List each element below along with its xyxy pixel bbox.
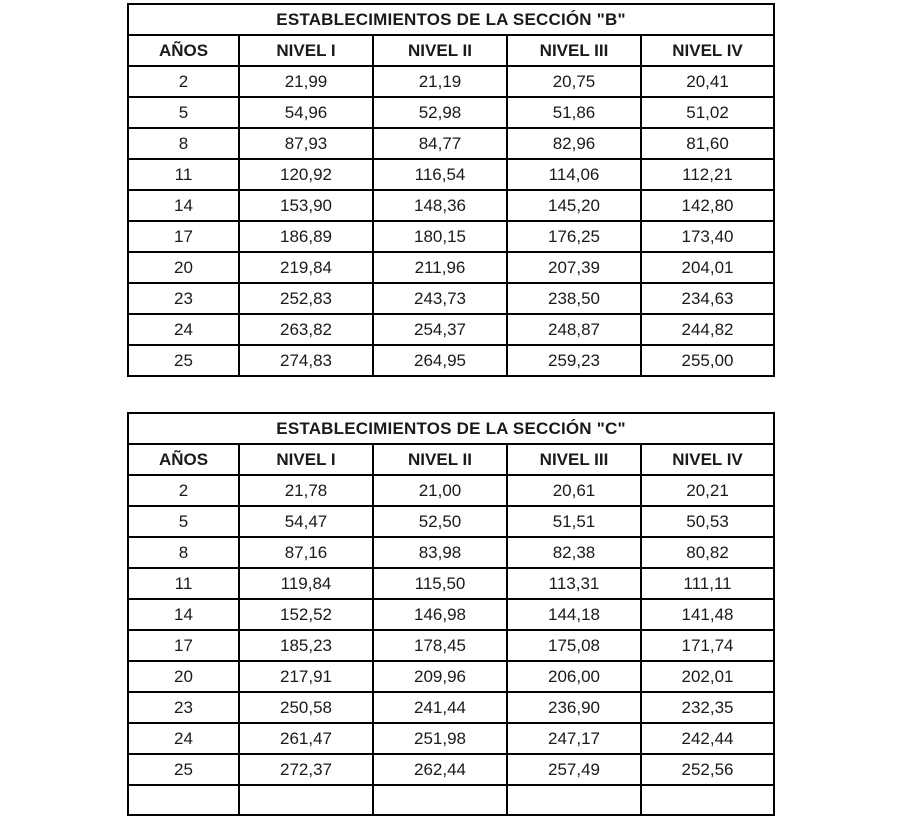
year-cell: 8	[128, 537, 239, 568]
value-cell: 204,01	[641, 252, 774, 283]
value-cell: 211,96	[373, 252, 507, 283]
value-cell: 255,00	[641, 345, 774, 376]
table-row	[128, 475, 774, 506]
seccion-b-table	[127, 3, 775, 377]
value-cell: 21,78	[239, 475, 373, 506]
value-cell: 219,84	[239, 252, 373, 283]
value-cell: 252,56	[641, 754, 774, 785]
value-cell: 82,96	[507, 128, 641, 159]
table-title: ESTABLECIMIENTOS DE LA SECCIÓN "C"	[128, 413, 774, 444]
value-cell: 175,08	[507, 630, 641, 661]
value-cell: 207,39	[507, 252, 641, 283]
table-row	[128, 630, 774, 661]
value-cell: 113,31	[507, 568, 641, 599]
column-header-nivel-i: NIVEL I	[239, 444, 373, 475]
value-cell: 119,84	[239, 568, 373, 599]
year-cell: 8	[128, 128, 239, 159]
year-cell: 17	[128, 630, 239, 661]
value-cell: 180,15	[373, 221, 507, 252]
value-cell: 171,74	[641, 630, 774, 661]
table-row	[128, 159, 774, 190]
value-cell: 178,45	[373, 630, 507, 661]
value-cell: 251,98	[373, 723, 507, 754]
value-cell: 236,90	[507, 692, 641, 723]
value-cell: 145,20	[507, 190, 641, 221]
table-row	[128, 754, 774, 785]
column-header-nivel-iii: NIVEL III	[507, 444, 641, 475]
value-cell: 259,23	[507, 345, 641, 376]
table-row	[128, 568, 774, 599]
value-cell: 243,73	[373, 283, 507, 314]
value-cell: 264,95	[373, 345, 507, 376]
column-header-nivel-iv: NIVEL IV	[641, 35, 774, 66]
year-cell: 25	[128, 754, 239, 785]
value-cell: 84,77	[373, 128, 507, 159]
value-cell: 20,75	[507, 66, 641, 97]
column-header-nivel-i: NIVEL I	[239, 35, 373, 66]
value-cell: 111,11	[641, 568, 774, 599]
value-cell: 272,37	[239, 754, 373, 785]
value-cell: 120,92	[239, 159, 373, 190]
value-cell: 52,50	[373, 506, 507, 537]
value-cell: 20,41	[641, 66, 774, 97]
value-cell: 217,91	[239, 661, 373, 692]
value-cell: 21,99	[239, 66, 373, 97]
table-header-row	[128, 35, 774, 66]
column-header-nivel-iv: NIVEL IV	[641, 444, 774, 475]
table-row	[128, 661, 774, 692]
year-cell: 11	[128, 568, 239, 599]
value-cell: 141,48	[641, 599, 774, 630]
table-row	[128, 221, 774, 252]
year-cell: 14	[128, 599, 239, 630]
value-cell: 87,16	[239, 537, 373, 568]
column-header-anos: AÑOS	[128, 444, 239, 475]
value-cell: 87,93	[239, 128, 373, 159]
value-cell: 116,54	[373, 159, 507, 190]
value-cell: 54,47	[239, 506, 373, 537]
value-cell: 153,90	[239, 190, 373, 221]
table-title-row	[128, 413, 774, 444]
year-cell: 2	[128, 66, 239, 97]
value-cell: 242,44	[641, 723, 774, 754]
empty-cell	[373, 785, 507, 815]
value-cell: 254,37	[373, 314, 507, 345]
value-cell: 148,36	[373, 190, 507, 221]
value-cell: 202,01	[641, 661, 774, 692]
value-cell: 241,44	[373, 692, 507, 723]
value-cell: 20,61	[507, 475, 641, 506]
year-cell: 5	[128, 97, 239, 128]
table-title-row	[128, 4, 774, 35]
year-cell: 23	[128, 283, 239, 314]
value-cell: 152,52	[239, 599, 373, 630]
seccion-c-table	[127, 412, 775, 816]
value-cell: 81,60	[641, 128, 774, 159]
table-header-row	[128, 444, 774, 475]
table-row	[128, 692, 774, 723]
clipped-partial-row	[128, 785, 774, 815]
table-row	[128, 599, 774, 630]
value-cell: 52,98	[373, 97, 507, 128]
table-row	[128, 723, 774, 754]
year-cell: 24	[128, 723, 239, 754]
year-cell: 20	[128, 661, 239, 692]
value-cell: 112,21	[641, 159, 774, 190]
year-cell: 2	[128, 475, 239, 506]
empty-cell	[507, 785, 641, 815]
value-cell: 82,38	[507, 537, 641, 568]
empty-cell	[128, 785, 239, 815]
value-cell: 244,82	[641, 314, 774, 345]
value-cell: 257,49	[507, 754, 641, 785]
table-title: ESTABLECIMIENTOS DE LA SECCIÓN "B"	[128, 4, 774, 35]
year-cell: 5	[128, 506, 239, 537]
value-cell: 247,17	[507, 723, 641, 754]
value-cell: 263,82	[239, 314, 373, 345]
value-cell: 51,51	[507, 506, 641, 537]
table-row	[128, 537, 774, 568]
value-cell: 248,87	[507, 314, 641, 345]
value-cell: 144,18	[507, 599, 641, 630]
table-row	[128, 97, 774, 128]
year-cell: 23	[128, 692, 239, 723]
value-cell: 261,47	[239, 723, 373, 754]
empty-cell	[239, 785, 373, 815]
table-row	[128, 190, 774, 221]
value-cell: 274,83	[239, 345, 373, 376]
table-row	[128, 128, 774, 159]
value-cell: 146,98	[373, 599, 507, 630]
column-header-nivel-ii: NIVEL II	[373, 444, 507, 475]
table-row	[128, 66, 774, 97]
value-cell: 115,50	[373, 568, 507, 599]
value-cell: 238,50	[507, 283, 641, 314]
column-header-nivel-iii: NIVEL III	[507, 35, 641, 66]
year-cell: 20	[128, 252, 239, 283]
year-cell: 14	[128, 190, 239, 221]
value-cell: 262,44	[373, 754, 507, 785]
column-header-anos: AÑOS	[128, 35, 239, 66]
column-header-nivel-ii: NIVEL II	[373, 35, 507, 66]
value-cell: 186,89	[239, 221, 373, 252]
value-cell: 21,00	[373, 475, 507, 506]
value-cell: 209,96	[373, 661, 507, 692]
year-cell: 11	[128, 159, 239, 190]
year-cell: 24	[128, 314, 239, 345]
value-cell: 234,63	[641, 283, 774, 314]
value-cell: 185,23	[239, 630, 373, 661]
empty-cell	[641, 785, 774, 815]
value-cell: 21,19	[373, 66, 507, 97]
table-row	[128, 283, 774, 314]
value-cell: 173,40	[641, 221, 774, 252]
value-cell: 206,00	[507, 661, 641, 692]
year-cell: 17	[128, 221, 239, 252]
value-cell: 176,25	[507, 221, 641, 252]
value-cell: 232,35	[641, 692, 774, 723]
value-cell: 50,53	[641, 506, 774, 537]
value-cell: 51,86	[507, 97, 641, 128]
table-row	[128, 314, 774, 345]
table-row	[128, 506, 774, 537]
value-cell: 114,06	[507, 159, 641, 190]
value-cell: 252,83	[239, 283, 373, 314]
value-cell: 54,96	[239, 97, 373, 128]
value-cell: 80,82	[641, 537, 774, 568]
value-cell: 142,80	[641, 190, 774, 221]
table-row	[128, 252, 774, 283]
value-cell: 20,21	[641, 475, 774, 506]
value-cell: 250,58	[239, 692, 373, 723]
table-row	[128, 345, 774, 376]
value-cell: 83,98	[373, 537, 507, 568]
year-cell: 25	[128, 345, 239, 376]
value-cell: 51,02	[641, 97, 774, 128]
